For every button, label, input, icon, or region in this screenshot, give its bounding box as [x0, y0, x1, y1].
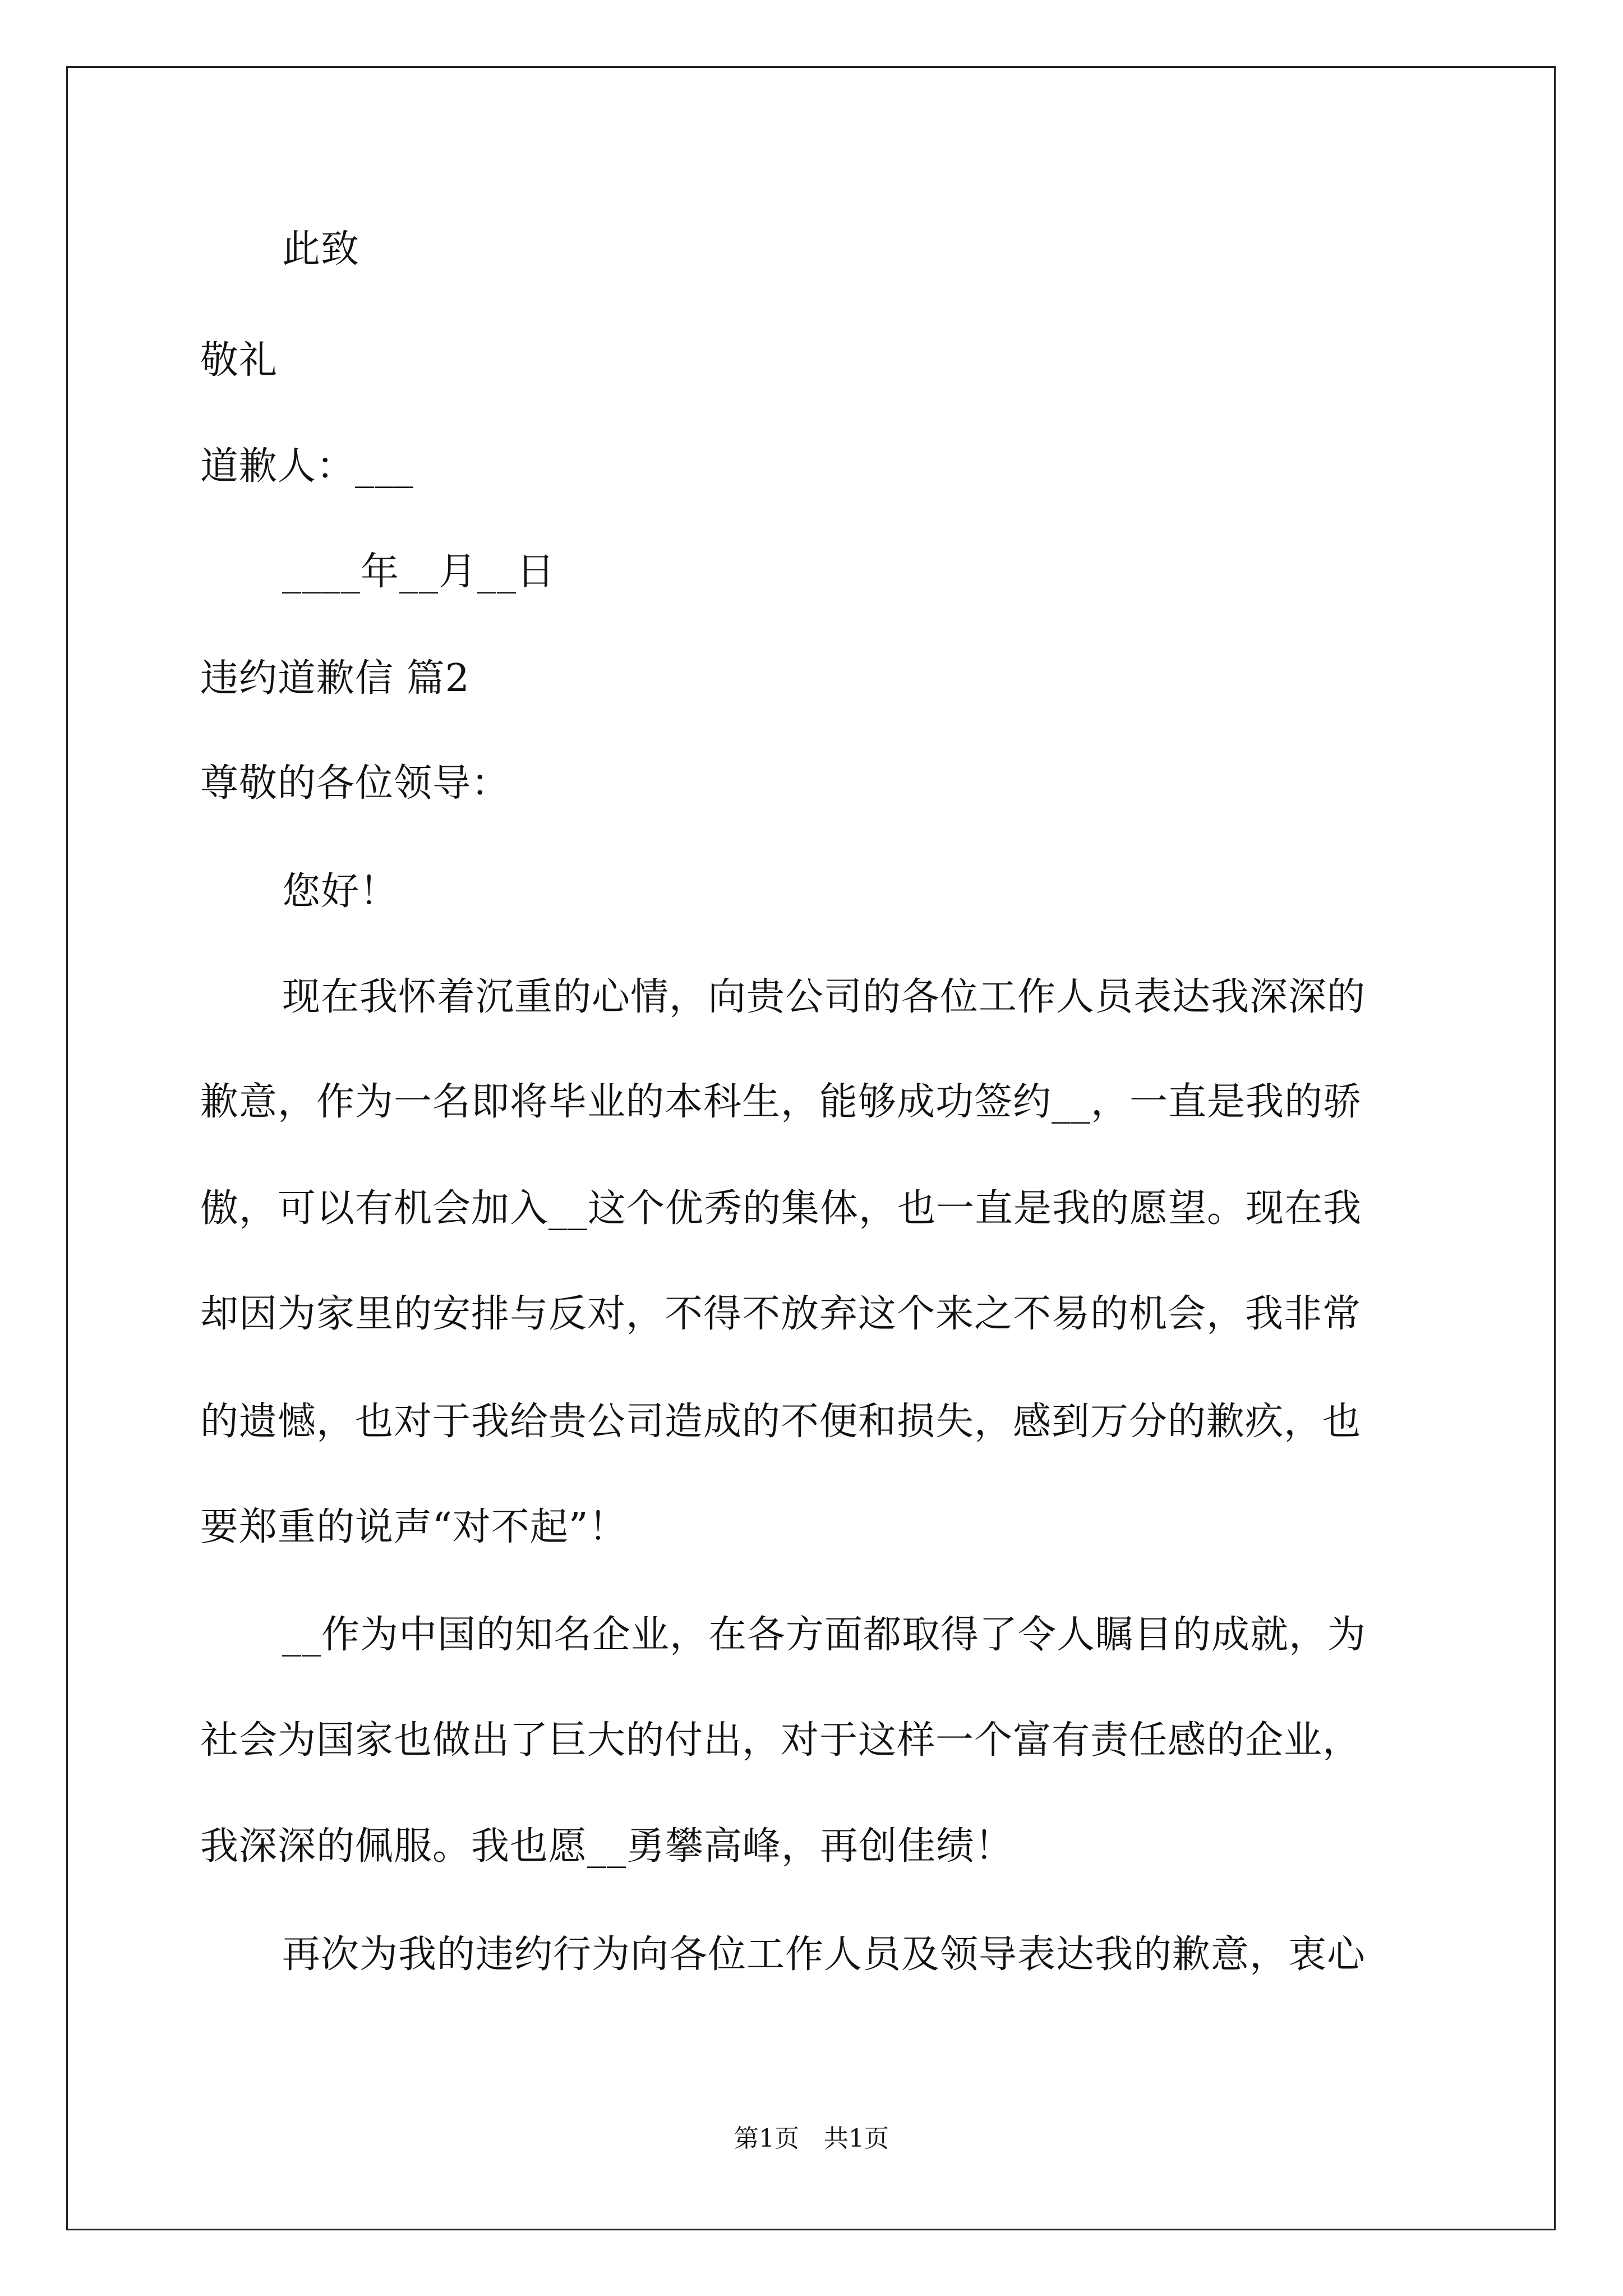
closing-line: 此致 [282, 227, 360, 272]
paragraph-line: 的遗憾，也对于我给贵公司造成的不便和损失，感到万分的歉疚，也 [200, 1400, 1362, 1444]
paragraph-line: 社会为国家也做出了巨大的付出，对于这样一个富有责任感的企业， [200, 1718, 1362, 1763]
paragraph-line: 要郑重的说声“对不起”！ [200, 1505, 628, 1549]
paragraph-line: 现在我怀着沉重的心情，向贵公司的各位工作人员表达我深深的 [282, 975, 1366, 1019]
section-heading: 违约道歉信 篇2 [200, 656, 470, 701]
page-footer: 第1页 共1页 [734, 2124, 889, 2153]
hello-line: 您好！ [282, 869, 399, 914]
paragraph-line: 再次为我的违约行为向各位工作人员及领导表达我的歉意，衷心 [282, 1932, 1366, 1977]
paragraph-line: 却因为家里的安排与反对，不得不放弃这个来之不易的机会，我非常 [200, 1292, 1362, 1336]
date-line: ____年__月__日 [282, 550, 556, 594]
paragraph-line: 歉意，作为一名即将毕业的本科生，能够成功签约__，一直是我的骄 [200, 1080, 1362, 1124]
greeting-line: 尊敬的各位领导： [200, 761, 510, 806]
paragraph-line: __作为中国的知名企业，在各方面都取得了令人瞩目的成就，为 [282, 1613, 1367, 1657]
signer-line: 道歉人：___ [200, 444, 414, 489]
salute-line: 敬礼 [200, 338, 278, 383]
paragraph-line: 傲，可以有机会加入__这个优秀的集体，也一直是我的愿望。现在我 [200, 1186, 1362, 1231]
page-border [66, 66, 1556, 2230]
paragraph-line: 我深深的佩服。我也愿__勇攀高峰，再创佳绩！ [200, 1824, 1014, 1869]
